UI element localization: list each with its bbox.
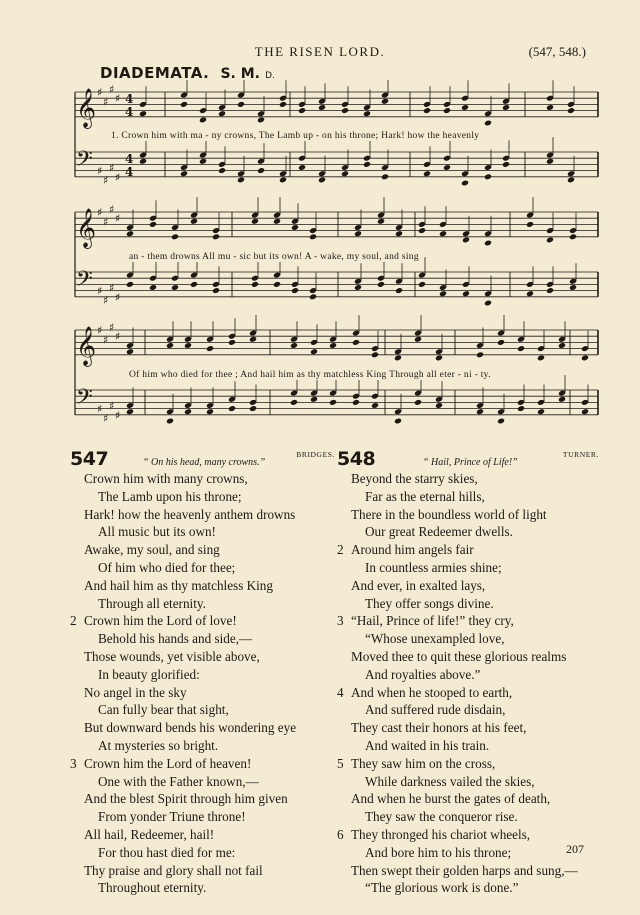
note-head [423, 107, 431, 114]
note-head [414, 399, 422, 406]
note-head [228, 339, 236, 346]
note-head [363, 161, 371, 168]
note-head [257, 116, 265, 123]
verse-line: Crown him the Lord of heaven! [84, 755, 252, 771]
note-head [212, 287, 220, 294]
note-head [309, 293, 317, 300]
verse-line: Those wounds, yet visible above, [84, 648, 260, 664]
hymn-author: TURNER. [562, 450, 599, 459]
note-head [363, 110, 371, 117]
sharp-icon: ♯ [115, 408, 121, 422]
note-head [484, 173, 492, 180]
note-head [228, 405, 236, 412]
hymn-number: 548 [337, 448, 376, 470]
stanza [337, 755, 599, 826]
note-head [569, 233, 577, 240]
note-head [371, 351, 379, 358]
verse-line: At mysteries so bright. [98, 737, 219, 753]
hymn-author: BRIDGES. [296, 450, 335, 459]
note-head [139, 158, 147, 165]
note-head [184, 342, 192, 349]
note-head [290, 342, 298, 349]
note-head [439, 230, 447, 237]
note-head [558, 342, 566, 349]
note-head [462, 236, 470, 243]
note-head [502, 104, 510, 111]
time-signature: 4 [125, 105, 134, 119]
note-head [567, 107, 575, 114]
hymn-547 [70, 448, 335, 897]
note-head [423, 170, 431, 177]
verse-line: All hail, Redeemer, hail! [84, 826, 215, 842]
note-head [290, 399, 298, 406]
running-title: THE RISEN LORD. [254, 44, 386, 59]
note-head [537, 408, 545, 415]
note-head [435, 354, 443, 361]
note-head [395, 230, 403, 237]
verse-line: Around him angels fair [351, 542, 474, 558]
verse-line: And the blest Spirit through him given [84, 791, 288, 807]
verse-line: In countless armies shine; [365, 559, 502, 575]
note-head [546, 236, 554, 243]
verse-line: And when he stooped to earth, [351, 684, 513, 700]
sharp-icon: ♯ [109, 281, 115, 295]
stanza [337, 612, 599, 683]
note-head [443, 107, 451, 114]
note-head [394, 354, 402, 361]
stanza [70, 470, 335, 612]
note-head [377, 218, 385, 225]
note-head [298, 107, 306, 114]
sharp-icon: ♯ [103, 95, 109, 109]
note-head [251, 281, 259, 288]
note-head [502, 161, 510, 168]
tune-meter: S. M. [220, 66, 260, 82]
note-head [126, 408, 134, 415]
verse-line: Thy praise and glory shall not fail [84, 862, 263, 878]
sharp-icon: ♯ [97, 206, 103, 219]
note-head [126, 230, 134, 237]
verse-line: Can fully bear that sight, [98, 702, 229, 718]
sharp-icon: ♯ [103, 333, 109, 347]
note-head [443, 164, 451, 171]
verse-line: In beauty glorified: [98, 666, 200, 682]
sharp-icon: ♯ [109, 320, 115, 334]
stanza-number: 5 [337, 755, 344, 771]
bass-clef: 𝄢 [76, 385, 93, 415]
sharp-icon: ♯ [97, 324, 103, 337]
time-signature: 4 [125, 152, 134, 166]
verse-line: Far as the eternal hills, [365, 488, 485, 504]
lyrics-system-1: 1. Crown him with ma - ny crowns, The Lamb up - on his throne; Hark! how the heavenly [111, 131, 480, 141]
sharp-icon: ♯ [115, 290, 121, 304]
verse-line: Throughout eternity. [98, 880, 207, 896]
stanza [337, 826, 599, 897]
note-head [484, 240, 492, 247]
verse-line: Awake, my soul, and sing [84, 542, 220, 558]
stanza-number: 2 [337, 542, 344, 558]
note-head [190, 281, 198, 288]
note-head [354, 230, 362, 237]
verse-line: “The glorious work is done.” [365, 880, 519, 896]
sharp-icon: ♯ [115, 212, 121, 226]
note-head [476, 351, 484, 358]
note-head [199, 116, 207, 123]
note-head [149, 284, 157, 291]
note-head [237, 176, 245, 183]
note-head [418, 227, 426, 234]
sharp-icon: ♯ [97, 86, 103, 99]
verse-line: They saw him on the cross, [351, 755, 496, 771]
note-head [537, 354, 545, 361]
note-head [462, 290, 470, 297]
note-head [206, 408, 214, 415]
verse-line: “Hail, Prince of life!” they cry, [351, 613, 514, 629]
note-head [381, 98, 389, 105]
note-head [279, 176, 287, 183]
note-head [218, 167, 226, 174]
time-signature: 4 [125, 165, 134, 179]
verse-line: Crown him the Lord of love! [84, 613, 237, 629]
verse-line: There in the boundless world of light [351, 506, 547, 522]
note-head [377, 281, 385, 288]
verse-line: And bore him to his throne; [365, 844, 512, 860]
bass-clef: 𝄢 [76, 147, 93, 177]
stanza [337, 541, 599, 612]
verse-line: They thronged his chariot wheels, [351, 826, 531, 842]
note-head [166, 418, 174, 425]
verse-line: From yonder Triune throne! [98, 809, 246, 825]
note-head [569, 284, 577, 291]
hymn-epigraph: “ Hail, Prince of Life!” [423, 457, 518, 468]
note-head [484, 300, 492, 307]
note-head [418, 281, 426, 288]
stanza [337, 470, 599, 541]
note-head [291, 224, 299, 231]
note-head [497, 418, 505, 425]
note-head [273, 281, 281, 288]
hymn-548 [337, 448, 599, 897]
sharp-icon: ♯ [103, 411, 109, 425]
note-head [558, 396, 566, 403]
tune-meter-suffix: D. [265, 71, 275, 81]
note-head [251, 218, 259, 225]
note-head [517, 405, 525, 412]
sharp-icon: ♯ [109, 82, 115, 96]
note-head [199, 158, 207, 165]
note-head [546, 158, 554, 165]
note-head [381, 173, 389, 180]
note-head [180, 170, 188, 177]
note-head [291, 287, 299, 294]
note-head [329, 399, 337, 406]
note-head [517, 345, 525, 352]
verse-line: They offer songs divine. [365, 595, 494, 611]
verse-line: They cast their honors at his feet, [351, 720, 527, 736]
verse-line: And hail him as thy matchless King [84, 577, 273, 593]
note-head [218, 110, 226, 117]
stanza-number: 3 [337, 613, 344, 629]
stanza [70, 755, 335, 897]
note-head [249, 405, 257, 412]
verse-line: They saw the conqueror rise. [365, 809, 518, 825]
note-head [309, 233, 317, 240]
verse-line: Our great Redeemer dwells. [365, 524, 513, 540]
verse-line: “Whose unexampled love, [365, 631, 505, 647]
note-head [371, 402, 379, 409]
verse-line: And when he burst the gates of death, [351, 791, 551, 807]
sharp-icon: ♯ [97, 402, 103, 416]
verse-line: And waited in his train. [365, 737, 490, 753]
note-head [126, 348, 134, 355]
note-head [139, 110, 147, 117]
treble-clef: 𝄞 [76, 208, 97, 248]
sharp-icon: ♯ [109, 399, 115, 413]
note-head [567, 176, 575, 183]
hymn-number-range: (547, 548.) [528, 44, 586, 59]
note-head [395, 287, 403, 294]
note-head [354, 284, 362, 291]
note-head [249, 336, 257, 343]
note-head [318, 176, 326, 183]
sharp-icon: ♯ [97, 284, 103, 298]
page-number: 207 [566, 842, 584, 856]
stanza [337, 684, 599, 755]
note-head [310, 348, 318, 355]
note-head [352, 399, 360, 406]
note-head [237, 101, 245, 108]
lyrics-system-2: an - them drowns All mu - sic but its own! A - wake, my soul, and sing [129, 252, 419, 262]
note-head [497, 339, 505, 346]
note-head [526, 221, 534, 228]
note-head [212, 233, 220, 240]
verse-line: While darkness vailed the skies, [365, 773, 535, 789]
verse-line: Through all eternity. [98, 595, 206, 611]
stanza [70, 612, 335, 754]
verse-line: Crown him with many crowns, [84, 471, 248, 486]
sharp-icon: ♯ [115, 330, 121, 344]
note-head [190, 218, 198, 225]
lyrics-system-3: Of him who died for thee ; And hail him as thy matchless King Through all eter - ni - ty. [129, 370, 491, 380]
treble-clef: 𝄞 [76, 326, 97, 366]
sharp-icon: ♯ [97, 164, 103, 178]
time-signature: 4 [125, 92, 134, 106]
sharp-icon: ♯ [103, 173, 109, 187]
hymn-548-stanzas [337, 470, 599, 897]
note-head [526, 290, 534, 297]
verse-line: Then swept their golden harps and sung,— [351, 862, 578, 878]
treble-clef: 𝄞 [76, 88, 97, 128]
note-head [461, 180, 469, 187]
music-score [0, 80, 640, 440]
verse-line: The Lamb upon his throne; [98, 488, 242, 504]
note-head [171, 233, 179, 240]
verse-line: Hark! how the heavenly anthem drowns [84, 506, 296, 522]
note-head [414, 336, 422, 343]
note-head [341, 107, 349, 114]
note-head [394, 418, 402, 425]
note-head [329, 342, 337, 349]
verse-line: But downward bends his wondering eye [84, 720, 297, 736]
hymn-number: 547 [70, 448, 109, 470]
note-head [435, 402, 443, 409]
sharp-icon: ♯ [109, 161, 115, 175]
sharp-icon: ♯ [115, 170, 121, 184]
stanza-number: 2 [70, 613, 77, 629]
stanza-number: 4 [337, 684, 344, 700]
note-head [352, 339, 360, 346]
note-head [206, 345, 214, 352]
verse-line: Moved thee to quit these glorious realms [351, 648, 567, 664]
stanza-number: 6 [337, 826, 344, 842]
stanza-number: 3 [70, 755, 77, 771]
note-head [476, 408, 484, 415]
note-head [184, 408, 192, 415]
note-head [581, 408, 589, 415]
verse-line: For thou hast died for me: [98, 844, 236, 860]
note-head [318, 104, 326, 111]
note-head [341, 170, 349, 177]
verse-line: One with the Father known,— [98, 773, 259, 789]
verse-line: And ever, in exalted lays, [351, 577, 486, 593]
note-head [279, 101, 287, 108]
verse-line: No angel in the sky [84, 684, 187, 700]
sharp-icon: ♯ [103, 293, 109, 307]
tune-name: DIADEMATA. [100, 64, 210, 82]
running-head [0, 44, 640, 64]
verse-line: And royalties above.” [365, 666, 481, 682]
verse-line: Of him who died for thee; [98, 559, 236, 575]
note-head [126, 281, 134, 288]
hymn-548-header [337, 448, 599, 470]
hymn-547-stanzas [70, 470, 335, 897]
note-head [180, 101, 188, 108]
sharp-icon: ♯ [115, 92, 121, 106]
note-head [298, 164, 306, 171]
sharp-icon: ♯ [109, 202, 115, 216]
note-head [581, 354, 589, 361]
verse-line: And suffered rude disdain, [365, 702, 506, 718]
note-head [484, 120, 492, 127]
note-head [310, 396, 318, 403]
note-head [257, 167, 265, 174]
note-head [461, 104, 469, 111]
verse-line: Beyond the starry skies, [351, 471, 478, 486]
sharp-icon: ♯ [103, 215, 109, 229]
note-head [149, 221, 157, 228]
note-head [439, 290, 447, 297]
hymn-547-header [70, 448, 335, 470]
note-head [171, 284, 179, 291]
verse-line: All music but its own! [98, 524, 216, 540]
bass-clef: 𝄢 [76, 267, 93, 297]
note-head [546, 104, 554, 111]
note-head [546, 287, 554, 294]
note-head [166, 342, 174, 349]
note-head [273, 218, 281, 225]
verse-line: Behold his hands and side,— [98, 631, 253, 647]
hymn-epigraph: “ On his head, many crowns.” [143, 457, 266, 468]
